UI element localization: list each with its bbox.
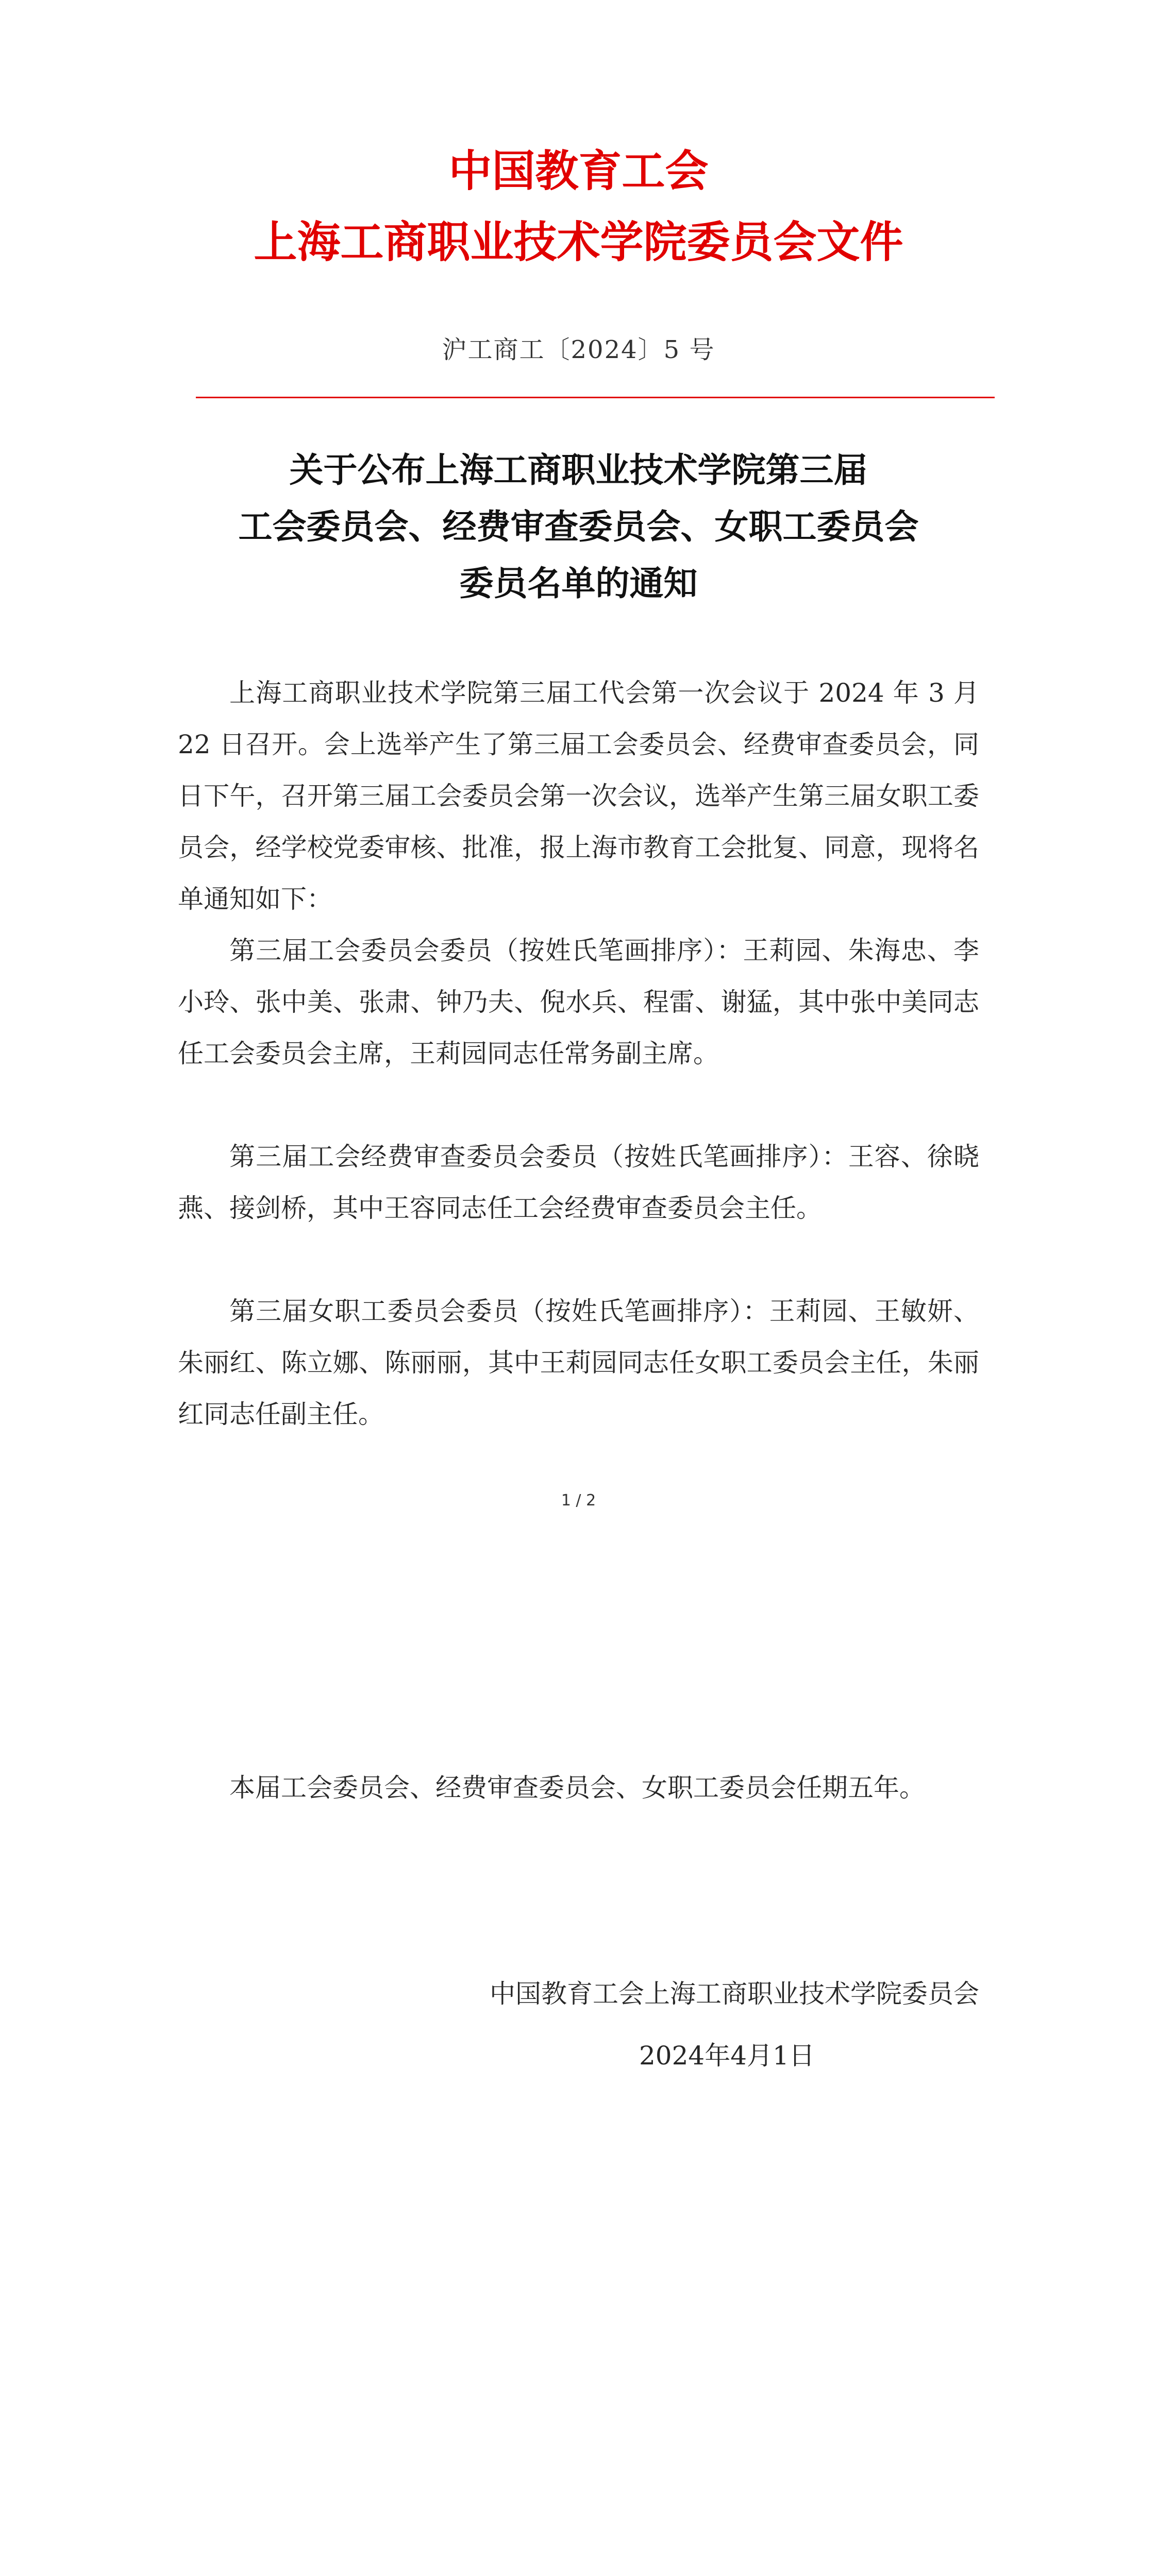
signature-organization: 中国教育工会上海工商职业技术学院委员会: [490, 1979, 979, 2009]
header-title-line-1: 中国教育工会: [448, 146, 709, 196]
document-number: 沪工商工〔2024〕5 号: [442, 335, 715, 364]
notice-title-line-1: 关于公布上海工商职业技术学院第三届: [289, 450, 868, 490]
header-title-line-2: 上海工商职业技术学院委员会文件: [254, 217, 903, 267]
page-number: 1 / 2: [561, 1492, 596, 1510]
notice-title-line-3: 委员名单的通知: [459, 564, 698, 603]
body-paragraph-women-committee: 第三届女职工委员会委员（按姓氏笔画排序）：王莉园、王敏妍、朱丽红、陈立娜、陈丽丽，其中王莉园同志任女职工委员会主任，朱丽红同志任副主任。: [178, 1296, 979, 1429]
notice-title-line-2: 工会委员会、经费审查委员会、女职工委员会: [238, 507, 919, 547]
signature-date: 2024年4月1日: [639, 2041, 815, 2071]
body-paragraph-meeting: 上海工商职业技术学院第三届工代会第一次会议于 2024 年 3 月 22 日召开。会上选举产生了第三届工会委员会、经费审查委员会，同日下午，召开第三届工会委员会第一次会议，选举产生第三届女职工委员会，经学校党委审核、批准，报上海市教育工会批复、同意，现将名单通知如下：: [178, 678, 979, 914]
body-paragraph-union-committee: 第三届工会委员会委员（按姓氏笔画排序）：王莉园、朱海忠、李小玲、张中美、张肃、钟乃夫、倪水兵、程雷、谢猛，其中张中美同志任工会委员会主席，王莉园同志任常务副主席。: [178, 936, 979, 1069]
body-paragraph-audit-committee: 第三届工会经费审查委员会委员（按姓氏笔画排序）：王容、徐晓燕、接剑桥，其中王容同志任工会经费审查委员会主任。: [178, 1142, 979, 1223]
document-page-2: [0, 1607, 1157, 2576]
red-divider: [196, 397, 995, 398]
body-paragraph-term: 本届工会委员会、经费审查委员会、女职工委员会任期五年。: [229, 1773, 925, 1803]
